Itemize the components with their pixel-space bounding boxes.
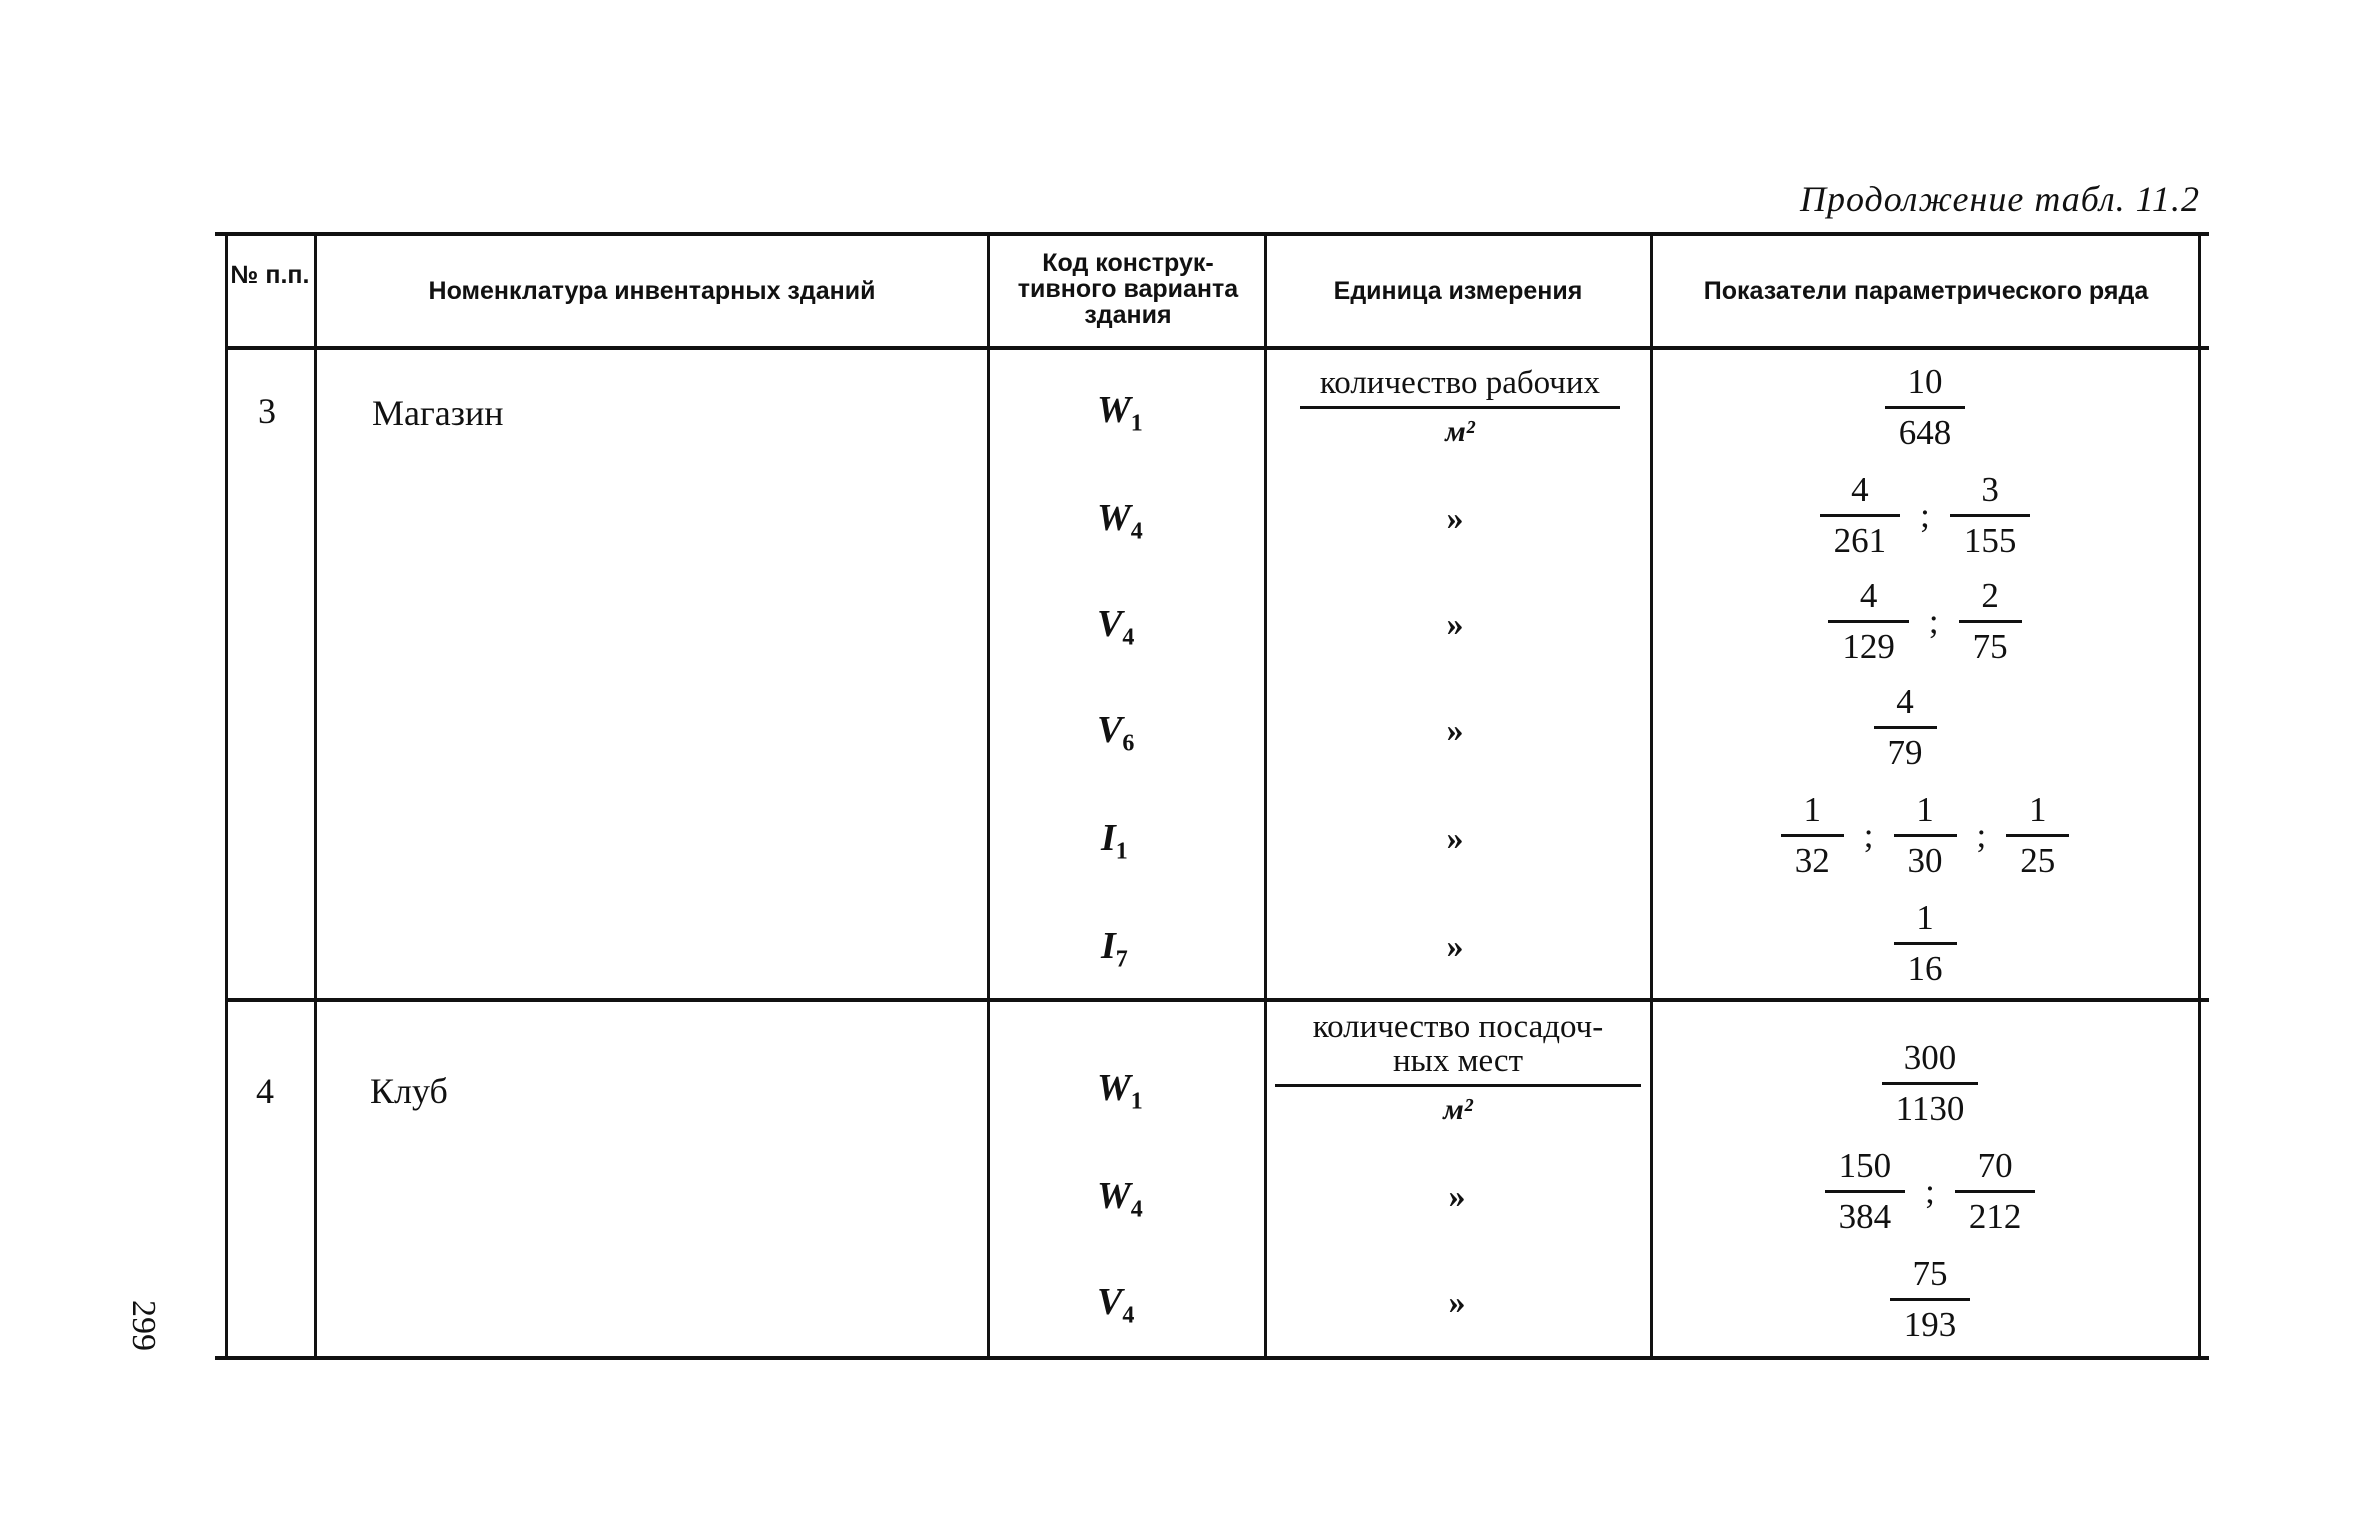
unit-of-measure [1290, 366, 1630, 449]
parameter-values [1665, 1038, 2195, 1129]
ditto-mark: » [1446, 500, 1464, 537]
fraction: $\frac{2}{75}$ [1959, 576, 2022, 667]
unit-denominator: м² [1443, 1093, 1473, 1126]
fraction: $\frac{150}{384}$ [1825, 1146, 1906, 1237]
fraction: $\frac{3}{155}$ [1950, 470, 2031, 561]
unit-fraction-bar [1300, 406, 1620, 409]
header-unit: Единица измерения [1333, 277, 1583, 305]
parameter-values: $\frac{150}{384}$ ; $\frac{70}{212}$ [1665, 1146, 2195, 1237]
parameter-values [1660, 362, 2190, 453]
unit-numerator: количество посадоч-ных мест [1312, 1009, 1604, 1079]
parameter-values [1665, 1254, 2195, 1345]
header-num: № п.п. [230, 261, 310, 289]
table-continuation-title: Продолжение табл. 11.2 [1799, 179, 2200, 219]
unit-denominator: м² [1445, 415, 1475, 448]
variant-code: $W_4$ [1097, 497, 1143, 545]
fraction: $\frac{4}{261}$ [1820, 470, 1901, 561]
variant-code: $W_1$ [1097, 1067, 1143, 1115]
fraction: $\frac{1}{25}$ [2006, 790, 2069, 881]
variant-code: $V_4$ [1097, 603, 1135, 651]
row-divider [225, 998, 2209, 1002]
variant-code: $V_4$ [1097, 1281, 1135, 1329]
unit-numerator: количество рабочих [1319, 365, 1601, 401]
parameter-values [1660, 898, 2190, 989]
column-divider-4 [1650, 236, 1653, 1356]
fraction: $\frac{75}{193}$ [1890, 1254, 1971, 1345]
ditto-mark: » [1446, 712, 1464, 749]
header-code: Код конструк-тивного варианта здания [1017, 249, 1239, 329]
table-right-border [2198, 236, 2201, 1356]
ditto-mark: » [1446, 928, 1464, 965]
table-bottom-rule [215, 1356, 2209, 1360]
header-params: Показатели параметрического ряда [1703, 277, 2149, 305]
column-divider-3 [1264, 236, 1267, 1356]
variant-code: $I_7$ [1101, 925, 1128, 973]
fraction: $\frac{1}{32}$ [1781, 790, 1844, 881]
header-bottom-rule [225, 346, 2209, 350]
header-name: Номенклатура инвентарных зданий [428, 277, 876, 305]
building-name: Магазин [372, 393, 504, 433]
variant-code: $W_4$ [1097, 1175, 1143, 1223]
fraction: $\frac{300}{1130}$ [1882, 1038, 1979, 1129]
parameter-values: $\frac{4}{129}$ ; $\frac{2}{75}$ [1660, 576, 2190, 667]
page-number: 299 [125, 1300, 162, 1351]
row-number: 3 [258, 391, 276, 431]
variant-code: $V_6$ [1097, 709, 1135, 757]
fraction: $\frac{70}{212}$ [1955, 1146, 2036, 1237]
ditto-mark: » [1446, 820, 1464, 857]
building-name: Клуб [370, 1071, 448, 1111]
fraction: $\frac{4}{79}$ [1874, 682, 1937, 773]
ditto-mark: » [1448, 1284, 1466, 1321]
variant-code: $W_1$ [1097, 389, 1143, 437]
parameter-values [1640, 682, 2170, 773]
column-divider-2 [987, 236, 990, 1356]
ditto-mark: » [1446, 606, 1464, 643]
column-divider-1 [314, 236, 317, 1356]
table-top-rule [215, 232, 2209, 236]
row-number: 4 [256, 1071, 274, 1111]
variant-code: $I_1$ [1101, 817, 1128, 865]
unit-fraction-bar [1275, 1084, 1641, 1087]
table-left-border [225, 236, 228, 1356]
parameter-values: $\frac{1}{32}$ ; $\frac{1}{30}$ ; $\frac{1}{25}$ [1660, 790, 2190, 881]
fraction: $\frac{1}{16}$ [1894, 898, 1957, 989]
fraction: $\frac{4}{129}$ [1828, 576, 1909, 667]
unit-of-measure [1272, 1010, 1644, 1127]
fraction: $\frac{1}{30}$ [1894, 790, 1957, 881]
ditto-mark: » [1448, 1178, 1466, 1215]
fraction: $\frac{10}{648}$ [1885, 362, 1966, 453]
parameter-values: $\frac{4}{261}$ ; $\frac{3}{155}$ [1660, 470, 2190, 561]
